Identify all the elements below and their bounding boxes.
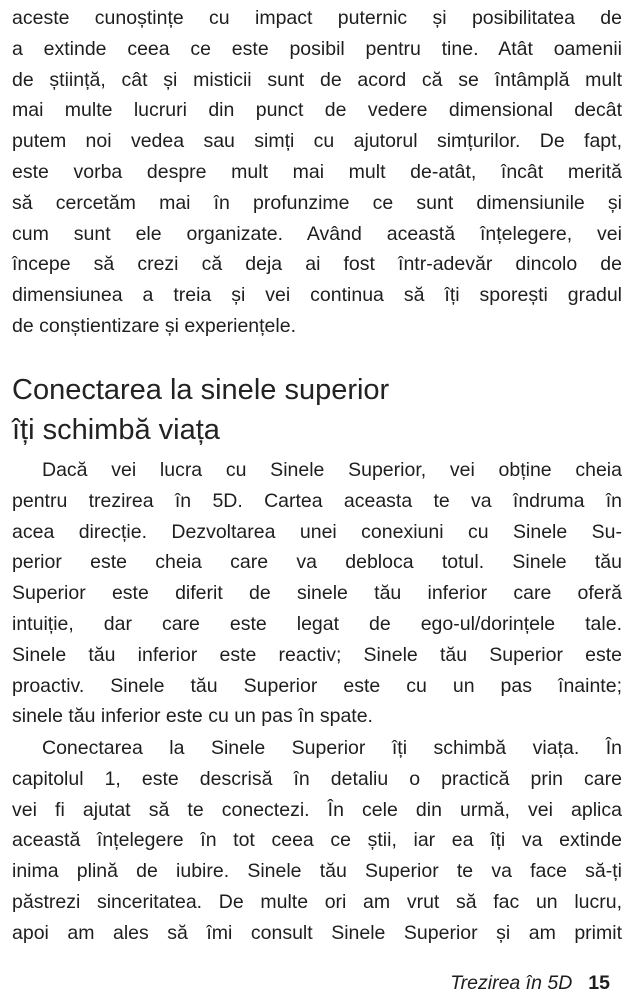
text-line: păstrezi sinceritatea. De multe ori am vrut să fac un lucru, — [12, 890, 622, 913]
text-line: mai multe lucruri din punct de vedere dimensional decât — [12, 99, 622, 122]
text-line: de știință, cât și misticii sunt de acord că se întâmplă mult — [12, 68, 622, 91]
text-line: perior este cheia care va debloca totul. Sinele tău — [12, 551, 622, 574]
paragraph-higher-self — [12, 455, 622, 732]
text-line: aceste cunoștințe cu impact puternic și posibilitatea de — [12, 7, 622, 29]
text-line: putem noi vedea sau simți cu ajutorul simțurilor. De fapt, — [12, 130, 622, 153]
text-line: dimensiunea a treia și vei continua să îți sporești gradul — [12, 284, 622, 307]
text-line: acea direcție. Dezvoltarea unei conexiuni cu Sinele Su- — [12, 520, 622, 543]
page-footer — [450, 968, 610, 998]
text-line: vei fi ajutat să te conectezi. În cele din urmă, vei aplica — [12, 798, 622, 821]
text-line: Dacă vei lucra cu Sinele Superior, vei obține cheia — [42, 459, 622, 481]
text-line: pentru trezirea în 5D. Cartea aceasta te va îndruma în — [12, 489, 622, 512]
heading-line-1: Conectarea la sinele superior — [12, 374, 390, 406]
paragraph-intro — [12, 3, 622, 342]
text-line: inima plină de iubire. Sinele tău Superior te va face să-ți — [12, 860, 622, 883]
text-line: cum sunt ele organizate. Având această înțelegere, vei — [12, 222, 622, 245]
text-line: de conștientizare și experiențele. — [12, 314, 296, 337]
text-line: intuiție, dar care este legat de ego-ul/dorințele tale. — [12, 612, 622, 635]
text-line: apoi am ales să îmi consult Sinele Superior și am primit — [12, 921, 622, 944]
text-line: capitolul 1, este descrisă în detaliu o practică prin care — [12, 767, 622, 790]
text-line: este vorba despre mult mai mult de-atât, încât merită — [12, 160, 622, 183]
section-heading — [12, 370, 622, 450]
text-line: sinele tău inferior este cu un pas în spate. — [12, 705, 373, 728]
text-line: începe să crezi că deja ai fost într-adevăr dincolo de — [12, 253, 622, 276]
page-number: 15 — [588, 972, 610, 994]
text-line: Conectarea la Sinele Superior îți schimbă viața. În — [42, 737, 622, 759]
text-line: Sinele tău inferior este reactiv; Sinele tău Superior este — [12, 643, 622, 666]
text-line: Superior este diferit de sinele tău inferior care oferă — [12, 582, 622, 605]
text-line: a extinde ceea ce este posibil pentru tine. Atât oamenii — [12, 37, 622, 60]
heading-line-2: îți schimbă viața — [12, 414, 220, 446]
paragraph-connection — [12, 733, 622, 949]
text-line: să cercetăm mai în profunzime ce sunt dimensiunile și — [12, 191, 622, 214]
text-line: această înțelegere în tot ceea ce știi, iar ea îți va extinde — [12, 829, 622, 852]
text-line: proactiv. Sinele tău Superior este cu un pas înainte; — [12, 674, 622, 697]
running-title: Trezirea în 5D — [450, 972, 573, 994]
